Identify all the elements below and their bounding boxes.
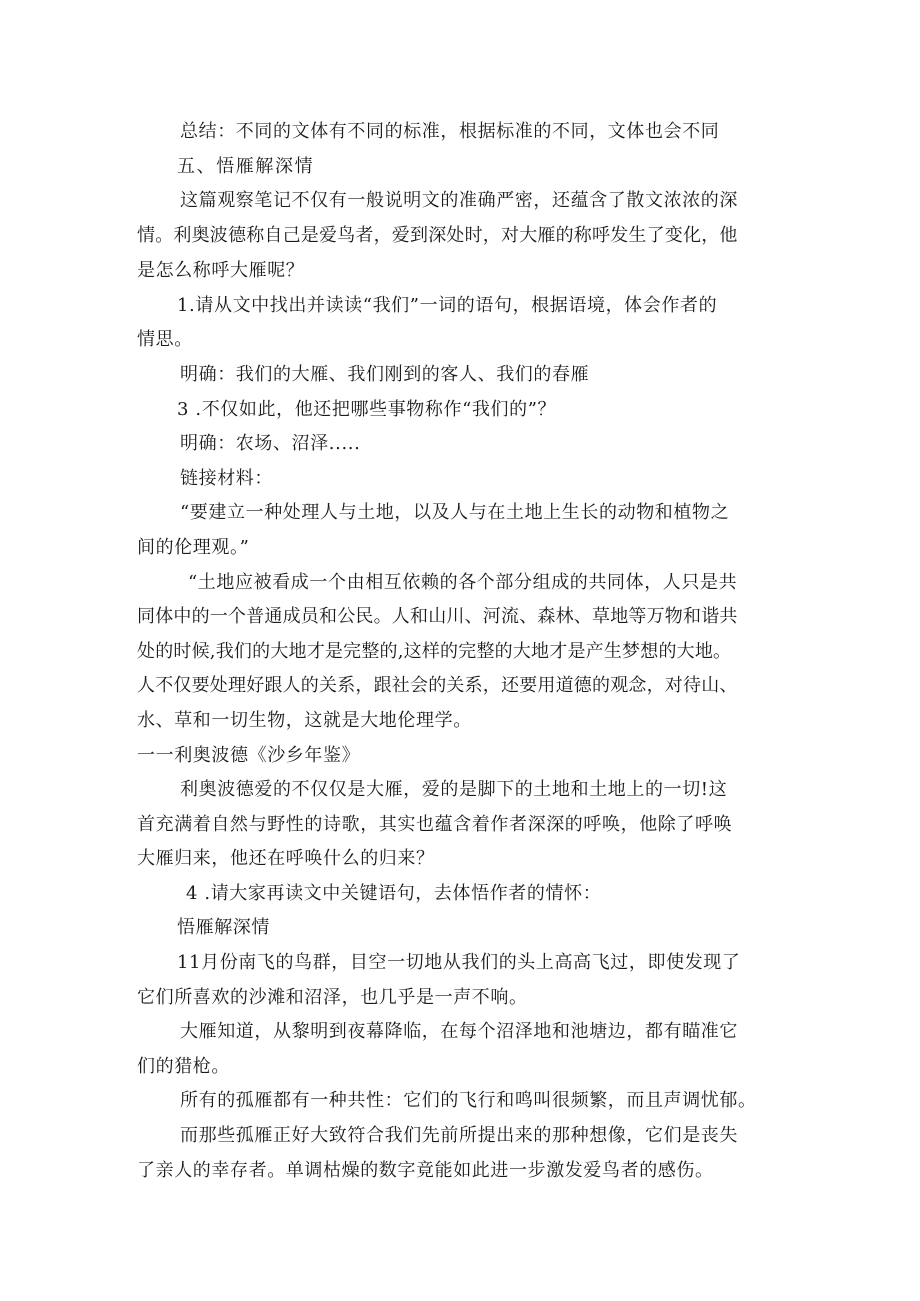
paragraph-line: 情。利奥波德称自己是爱鸟者，爱到深处时，对大雁的称呼发生了变化，他 xyxy=(137,225,738,246)
paragraph-line: 了亲人的幸存者。单调枯燥的数字竟能如此进一步激发爱鸟者的感伤。 xyxy=(137,1160,714,1181)
question-line: 1.请从文中找出并读读“我们”一词的语句，根据语境，体会作者的 xyxy=(177,295,718,316)
material-label: 链接材料： xyxy=(180,468,273,489)
subheading: 悟雁解深情 xyxy=(177,917,270,938)
paragraph-line: 是怎么称呼大雁呢？ xyxy=(137,260,305,281)
question-line: 4 .请大家再读文中关键语句，去体悟作者的情怀： xyxy=(186,883,602,904)
quote-line: “土地应被看成一个由相互依赖的各个部分组成的共同体，人只是共 xyxy=(188,572,738,593)
paragraph-line: 这篇观察笔记不仅有一般说明文的准确严密，还蕴含了散文浓浓的深 xyxy=(180,190,738,211)
answer-line: 明确：我们的大雁、我们刚到的客人、我们的春雁 xyxy=(180,364,590,385)
question-line: 情思。 xyxy=(137,329,193,350)
quote-line: 同体中的一个普通成员和公民。人和山川、河流、森林、草地等万物和谐共 xyxy=(137,606,738,627)
quote-line: 水、草和一切生物，这就是大地伦理学。 xyxy=(137,710,472,731)
answer-line: 明确：农场、沼泽..... xyxy=(180,433,361,454)
paragraph-line: 而那些孤雁正好大致符合我们先前所提出来的那种想像，它们是丧失 xyxy=(180,1125,738,1146)
paragraph-line: 首充满着自然与野性的诗歌，其实也蕴含着作者深深的呼唤，他除了呼唤 xyxy=(137,814,733,835)
paragraph-line: 们的猎枪。 xyxy=(137,1056,230,1077)
quote-line: “要建立一种处理人与土地，以及人与在土地上生长的动物和植物之 xyxy=(180,502,730,523)
section-heading: 五、悟雁解深情 xyxy=(177,156,315,177)
paragraph-line: 大雁归来，他还在呼唤什么的归来？ xyxy=(137,848,435,869)
paragraph-line: 所有的孤雁都有一种共性：它们的飞行和鸣叫很频繁，而且声调忧郁。 xyxy=(180,1090,757,1111)
summary-line: 总结：不同的文体有不同的标准，根据标准的不同，文体也会不同 xyxy=(180,121,720,142)
paragraph-line: 大雁知道，从黎明到夜幕降临，在每个沼泽地和池塘边，都有瞄准它 xyxy=(180,1021,738,1042)
quote-source: 一一利奥波德《沙乡年鉴》 xyxy=(137,745,361,766)
paragraph-line: 利奥波德爱的不仅仅是大雁，爱的是脚下的土地和土地上的一切!这 xyxy=(180,779,728,800)
paragraph-line: 它们所喜欢的沙滩和沼泽，也几乎是一声不响。 xyxy=(137,987,528,1008)
paragraph-line: 11月份南飞的鸟群，目空一切地从我们的头上高高飞过，即使发现了 xyxy=(177,952,741,973)
quote-line: 处的时候,我们的大地才是完整的,这样的完整的大地才是产生梦想的大地。 xyxy=(137,641,732,662)
quote-line: 人不仅要处理好跟人的关系，跟社会的关系，还要用道德的观念，对待山、 xyxy=(137,675,738,696)
question-line: 3 .不仅如此，他还把哪些事物称作“我们的”？ xyxy=(177,399,557,420)
quote-line: 间的伦理观。” xyxy=(137,537,250,558)
